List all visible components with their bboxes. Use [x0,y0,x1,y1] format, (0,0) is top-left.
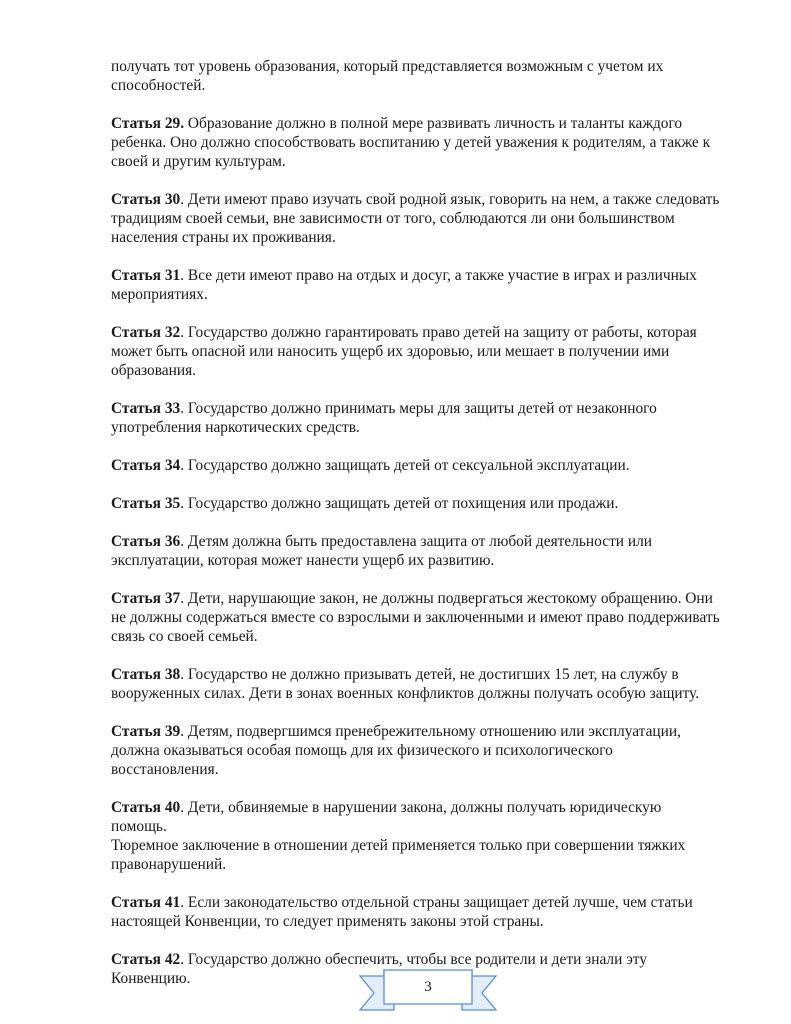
article-number: Статья 30 [111,191,181,208]
document-page [111,57,721,1007]
article-37 [111,589,721,646]
article-text: . Детям, подвергшимся пренебрежительному отношению или эксплуатации, должна оказываться особая помощь для их физического и психологического восстановления. [111,723,681,778]
article-text: . Детям должна быть предоставлена защита от любой деятельности или эксплуатации, которая может нанести ущерб их развитию. [111,533,653,569]
article-text: Образование должно в полной мере развивать личность и таланты каждого ребенка. Оно должно способствовать воспитанию у детей уважения к родителям, а также к своей и другим культурам. [111,115,711,170]
article-number: Статья 29. [111,115,185,132]
article-number: Статья 38 [111,666,181,683]
article-40 [111,798,721,874]
article-text: . Дети, обвиняемые в нарушении закона, должны получать юридическую помощь. Тюремное заключение в отношении детей применяется только при совершении тяжких правонарушений. [111,799,686,873]
article-number: Статья 36 [111,533,181,550]
article-32 [111,323,721,380]
article-38 [111,665,721,703]
article-text: . Дети имеют право изучать свой родной язык, говорить на нем, а также следовать традициям своей семьи, вне зависимости от того, соблюдаются ли они большинством населения страны их проживания. [111,191,720,246]
article-text: . Государство должно защищать детей от похищения или продажи. [180,495,619,512]
article-number: Статья 39 [111,723,181,740]
article-36 [111,532,721,570]
article-33 [111,399,721,437]
article-number: Статья 37 [111,590,181,607]
article-text: . Все дети имеют право на отдых и досуг, а также участие в играх и различных мероприятиях. [111,267,697,303]
article-34 [111,456,721,475]
article-35 [111,494,721,513]
article-29 [111,114,721,171]
article-39 [111,722,721,779]
article-text: . Государство должно принимать меры для защиты детей от незаконного употребления наркотических средств. [111,400,657,436]
article-text: . Дети, нарушающие закон, не должны подвергаться жестокому обращению. Они не должны содержаться вместе со взрослыми и заключенными и имеют право поддерживать связь со своей семьей. [111,590,720,645]
article-number: Статья 32 [111,324,181,341]
article-number: Статья 31 [111,267,181,284]
article-text: . Государство должно защищать детей от сексуальной эксплуатации. [180,457,630,474]
article-text: . Государство должно гарантировать право детей на защиту от работы, которая может быть опасной или наносить ущерб их здоровью, или мешает в получении ими образования. [111,324,697,379]
article-30 [111,190,721,247]
article-number: Статья 41 [111,894,181,911]
page-footer [358,966,498,1018]
article-number: Статья 34 [111,457,181,474]
page-number: 3 [424,979,432,995]
article-text: . Государство не должно призывать детей, не достигших 15 лет, на службу в вооруженных силах. Дети в зонах военных конфликтов должны получать особую защиту. [111,666,700,702]
article-number: Статья 35 [111,495,181,512]
article-31 [111,266,721,304]
article-text: . Государство должно обеспечить, чтобы все родители и дети знали эту Конвенцию. [111,951,648,987]
article-number: Статья 33 [111,400,181,417]
intro-paragraph: получать тот уровень образования, который представляется возможным с учетом их способностей. [111,58,664,94]
article-text: . Если законодательство отдельной страны защищает детей лучше, чем статьи настоящей Конвенции, то следует применять законы этой страны. [111,894,693,930]
article-number: Статья 42 [111,951,181,968]
article-number: Статья 40 [111,799,181,816]
article-41 [111,893,721,931]
